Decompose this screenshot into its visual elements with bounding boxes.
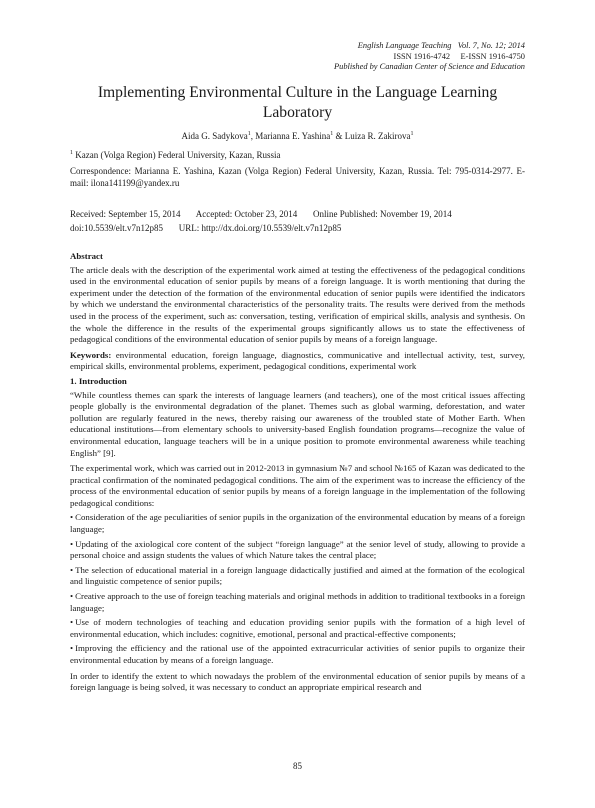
bullet-item xyxy=(70,643,525,666)
bullet-text: Improving the efficiency and the rational use of the appointed extracurricular activities of senior pupils to organize their environmental education by means of a foreign language. xyxy=(70,643,525,665)
journal-name: English Language Teaching xyxy=(357,41,452,50)
doi: doi:10.5539/elt.v7n12p85 xyxy=(70,223,163,233)
bullet-item xyxy=(70,512,525,535)
abstract-heading: Abstract xyxy=(70,251,103,261)
intro-paragraph-2: In order to identify the extent to which nowadays the problem of the environmental education of senior pupils by means of a foreign language is being solved, it was necessary to conduct an appropriate empirical research and xyxy=(70,670,525,693)
author-name: Aida G. Sadykova xyxy=(181,131,248,141)
journal-header xyxy=(334,41,525,73)
issn: ISSN 1916-4742 xyxy=(393,51,451,61)
publication-dates xyxy=(70,209,452,219)
abstract-text: The article deals with the description of the experimental work aimed at testing the effectiveness of the pedagogical conditions used in the environmental education of senior pupils by means of a foreign language. It is worth mentioning that during the experiment under the detection of the formation of the environmental education of senior pupils were identified the indicators by which we understand the environmental characteristics of the personality traits. The results were derived from the methods used in the process of the experiment, such as: conversation, testing, verification of empirical skills, analysis and synthesis. On the whole the difference in the results of the experimental groups significantly allows us to state the effectiveness of pedagogical conditions of the environmental education of senior pupils by means of a foreign language. xyxy=(70,264,525,345)
keywords-text: environmental education, foreign language, diagnostics, communicative and intellectual activity, test, survey, empirical skills, environmental problems, experiment, pedagogical conditions, experimental work xyxy=(70,349,525,372)
bullet-dot-icon: • xyxy=(70,512,74,523)
intro-quote: “While countless themes can spark the interests of language learners (and teachers), one of the most critical issues affecting people globally is the environmental degradation of the planet. Themes such as global warming, deforestation, and water pollution are regularly featured in the news, thereby raising our awareness of the troubled state of Mother Earth. When educational institutions—from elementary schools to university-based English foundation programs—recognize the value of environmental education, language teachers will be in a unique position to promote environmental awareness while teaching English” [9]. xyxy=(70,389,525,458)
bullet-dot-icon: • xyxy=(70,591,74,602)
intro-paragraph-1: The experimental work, which was carried out in 2012-2013 in gymnasium №7 and school №165 of Kazan was dedicated to the practical confirmation of the nominated pedagogical conditions. The aim of the experiment was to increase the efficiency of the process of the environmental education of senior pupils by means of a foreign language in the implementation of the following pedagogical conditions: xyxy=(70,463,525,508)
author-sup: 1 xyxy=(247,131,251,137)
bullet-item xyxy=(70,565,525,588)
keywords xyxy=(70,350,525,373)
online-date: Online Published: November 19, 2014 xyxy=(312,209,452,219)
correspondence: Correspondence: Marianna E. Yashina, Kazan (Volga Region) Federal University, Kazan, Russia. Tel: 795-0314-2977. E-mail: ilona141199@yandex.ru xyxy=(70,166,525,188)
bullet-text: Use of modern technologies of teaching and education providing senior pupils with the formation of a high level of environmental education, which includes: cognitive, emotional, personal and practical-effective components; xyxy=(70,617,525,639)
author-list: Aida G. Sadykova$^1$, Marianna E. Yashina$^1$ & Luiza R. Zakirova$^1$ xyxy=(181,131,414,141)
bullet-item xyxy=(70,591,525,614)
bullet-item xyxy=(70,539,525,562)
bullet-dot-icon: • xyxy=(70,538,74,549)
article-body xyxy=(70,248,525,694)
doi-line xyxy=(70,223,341,233)
bullet-dot-icon: • xyxy=(70,564,74,575)
journal-citation-line xyxy=(334,41,525,52)
doi-url: URL: http://dx.doi.org/10.5539/elt.v7n12p85 xyxy=(178,223,342,233)
volume-info: Vol. 7, No. 12; 2014 xyxy=(457,41,525,50)
affiliation xyxy=(70,150,280,160)
bullet-dot-icon: • xyxy=(70,617,74,628)
publisher: Published by Canadian Center of Science and Education xyxy=(334,62,525,72)
page-number: 85 xyxy=(293,761,302,771)
affiliation-sup: 1 xyxy=(70,150,73,156)
author-sup: 1 xyxy=(330,131,334,137)
bullet-text: Consideration of the age peculiarities of senior pupils in the organization of the environmental education by means of a foreign language; xyxy=(70,512,525,535)
bullet-text: Updating of the axiological core content of the subject “foreign language” at the senior level of study, allowing to provide a personal choice and assign students the values of which Nature takes the central place; xyxy=(70,538,525,561)
bullet-item xyxy=(70,617,525,640)
bullet-text: Creative approach to the use of foreign teaching materials and original methods in addition to traditional textbooks in a foreign language; xyxy=(70,591,525,613)
author-name: Luiza R. Zakirova xyxy=(344,131,411,141)
section-heading-introduction: 1. Introduction xyxy=(70,375,127,386)
issn-line xyxy=(334,52,525,63)
received-date: Received: September 15, 2014 xyxy=(70,209,181,219)
accepted-date: Accepted: October 23, 2014 xyxy=(195,209,298,219)
bullet-text: The selection of educational material in a foreign language didactically justified and aimed at the formation of the ecological and linguistic competence of senior pupils; xyxy=(70,564,525,587)
author-name: Marianna E. Yashina xyxy=(255,131,331,141)
affiliation-text: Kazan (Volga Region) Federal University, Kazan, Russia xyxy=(75,150,281,160)
article-title: Implementing Environmental Culture in the Language Learning Laboratory xyxy=(97,84,498,121)
bullet-dot-icon: • xyxy=(70,643,74,654)
author-sup: 1 xyxy=(410,131,414,137)
eissn: E-ISSN 1916-4750 xyxy=(460,51,525,61)
keywords-label: Keywords: xyxy=(70,349,112,360)
